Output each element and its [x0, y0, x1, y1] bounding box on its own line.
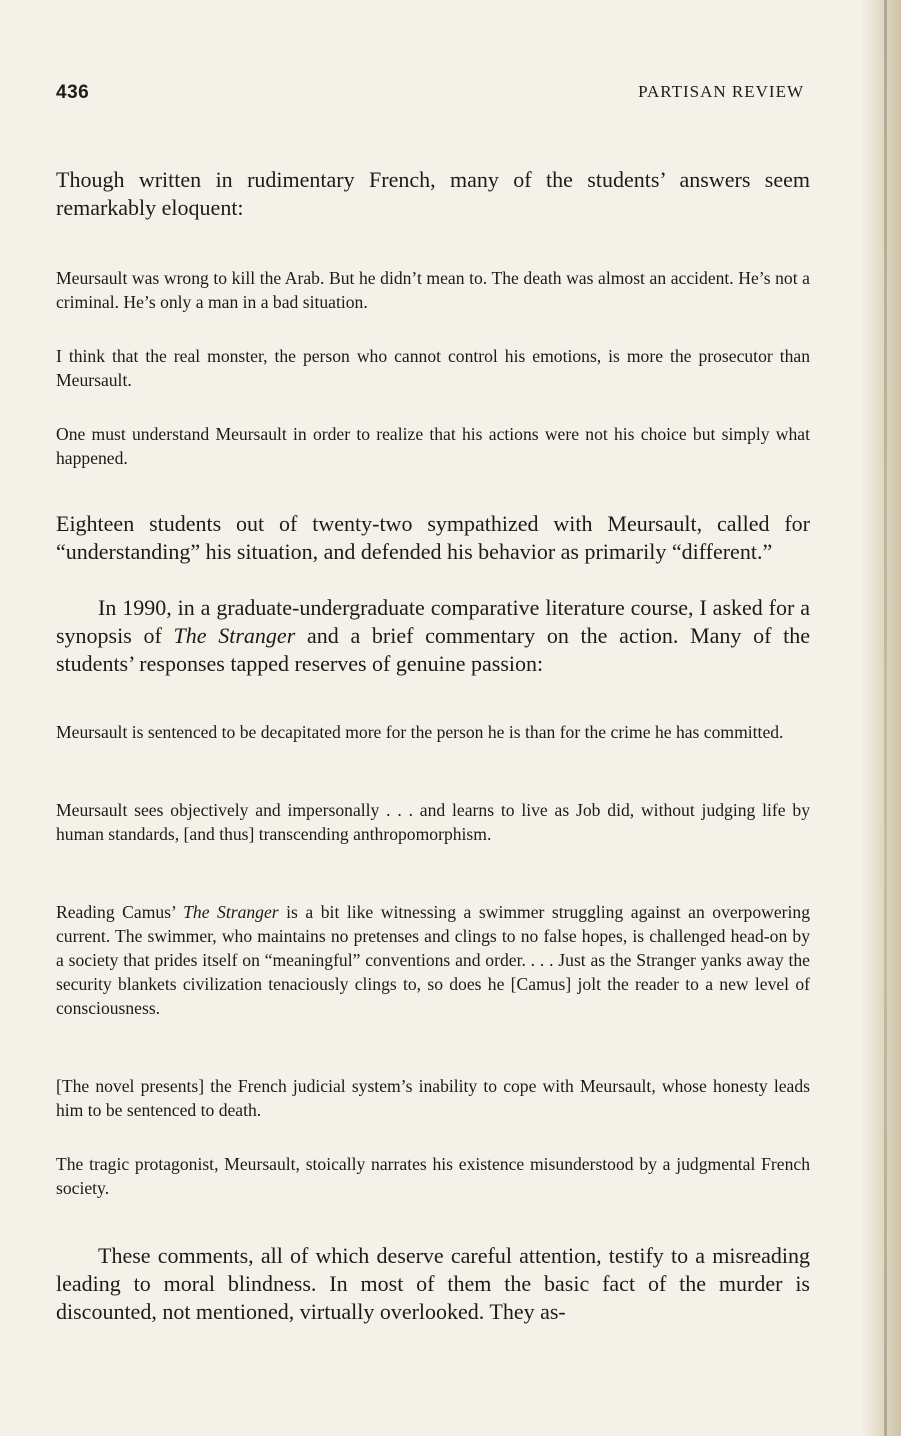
intro-paragraph: Though written in rudimentary French, many of the students’ answers seem remarkably eloquent:	[56, 167, 810, 220]
student-quote-1: Meursault was wrong to kill the Arab. But he didn’t mean to. The death was almost an accident. He’s not a criminal. He’s only a man in a bad situation.	[56, 268, 810, 312]
body-paragraph-eighteen-students: Eighteen students out of twenty-two sympathized with Meursault, called for “understanding” his situation, and defended his behavior as primarily “different.”	[56, 511, 810, 564]
student-quote-3: One must understand Meursault in order to realize that his actions were not his choice but simply what happened.	[56, 424, 810, 468]
journal-title: PARTISAN REVIEW	[638, 82, 804, 101]
book-title: The Stranger	[183, 902, 279, 922]
student-quote-7: [The novel presents] the French judicial system’s inability to cope with Meursault, whose honesty leads him to be sentenced to death.	[56, 1076, 810, 1120]
quote-text-part: is a bit like witnessing a swimmer struggling against an overpowering current. The swimmer, who maintains no pretenses and clings to no false hopes, is challenged head-on by a society that prides itself on “meaningful” conventions and order. . . . Just as the Stranger yanks away the security blankets civilization tenaciously clings to, so does he [Camus] jolt the reader to a new level of consciousness.	[56, 902, 810, 1018]
page-number: 436	[56, 82, 90, 103]
student-quote-5: Meursault sees objectively and impersonally . . . and learns to live as Job did, without judging life by human standards, [and thus] transcending anthropomorphism.	[56, 800, 810, 844]
page-gutter-shadow	[861, 0, 901, 1436]
paragraph-text-part: and a brief commentary on the action. Many of the students’ responses tapped reserves of genuine passion:	[56, 623, 811, 676]
body-paragraph-these-comments: These comments, all of which deserve careful attention, testify to a misreading leading to moral blindness. In most of them the basic fact of the murder is discounted, not mentioned, virtually overlooked. They as-	[56, 1243, 810, 1324]
body-paragraph-1990-course	[56, 594, 810, 678]
student-quote-2: I think that the real monster, the person who cannot control his emotions, is more the prosecutor than Meursault.	[56, 346, 810, 390]
student-quote-6	[56, 900, 810, 1020]
book-spine-edge	[884, 0, 887, 1436]
book-title: The Stranger	[173, 623, 296, 648]
student-quote-4: Meursault is sentenced to be decapitated more for the person he is than for the crime he has committed.	[56, 722, 784, 742]
paragraph-text-part: In 1990, in a graduate-undergraduate comparative literature course, I asked for a synopsis of	[56, 595, 810, 648]
running-header	[56, 82, 804, 108]
quote-text-part: Reading Camus’	[56, 902, 184, 922]
student-quote-8: The tragic protagonist, Meursault, stoically narrates his existence misunderstood by a judgmental French society.	[56, 1154, 810, 1198]
